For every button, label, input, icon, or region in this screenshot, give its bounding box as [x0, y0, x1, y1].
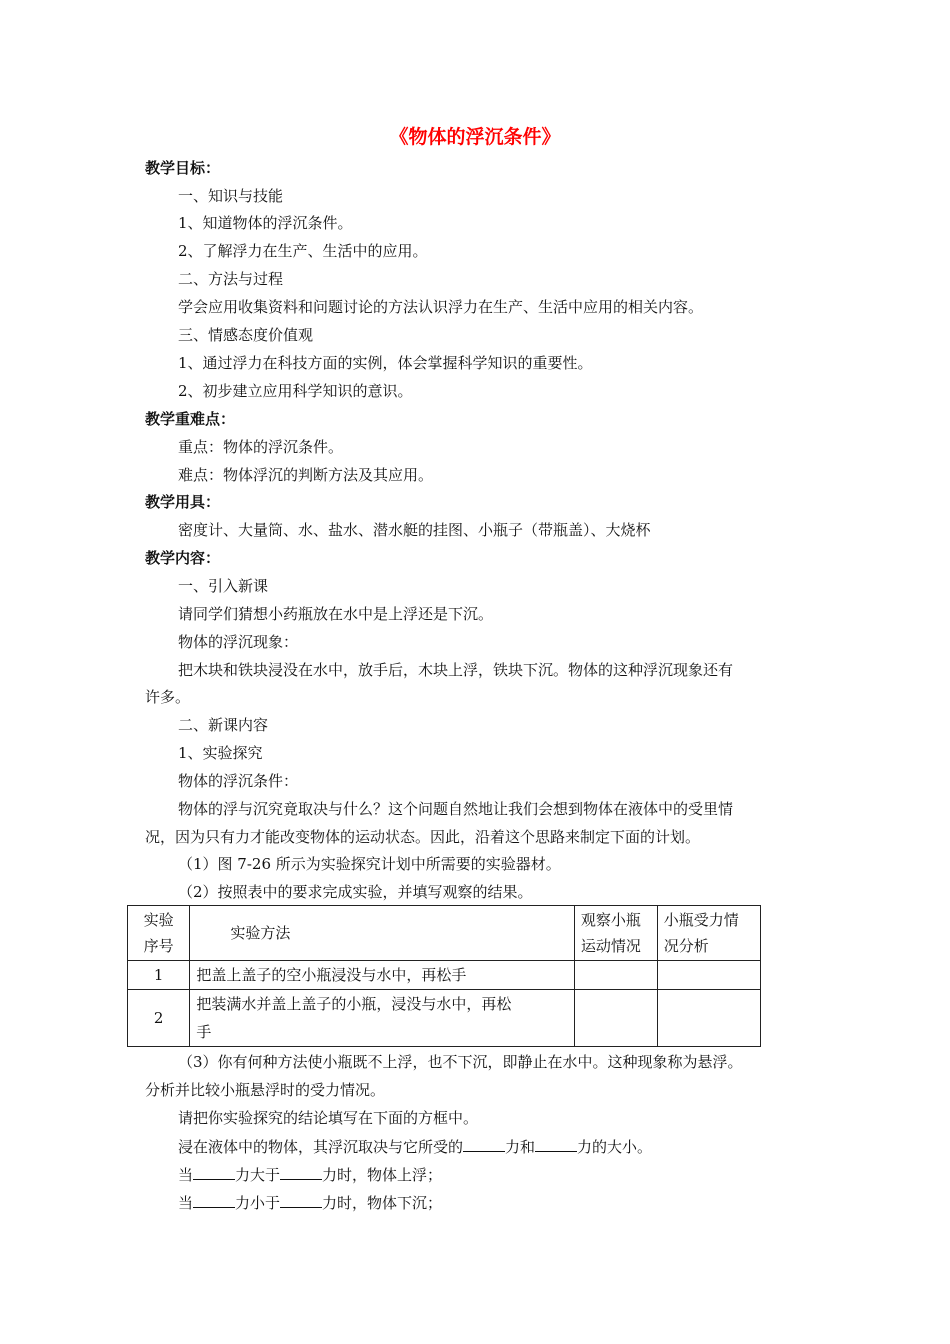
text-line: 一、知识与技能 — [178, 187, 284, 205]
row-force-cell[interactable] — [657, 990, 760, 1047]
text-line: （1）图 7-26 所示为实验探究计划中所需要的实验器材。 — [178, 855, 561, 873]
heading-key-points: 教学重难点： — [145, 410, 236, 428]
text-line: 请同学们猜想小药瓶放在水中是上浮还是下沉。 — [178, 605, 494, 623]
blank-field[interactable] — [535, 1136, 577, 1152]
text-line: 二、新课内容 — [178, 716, 269, 734]
text-line: 二、方法与过程 — [178, 270, 284, 288]
blank-field[interactable] — [280, 1164, 322, 1180]
text-line: 物体的浮沉条件： — [178, 772, 299, 790]
blank-field[interactable] — [463, 1136, 505, 1152]
row-motion-cell[interactable] — [574, 990, 657, 1047]
text-line: 分析并比较小瓶悬浮时的受力情况。 — [145, 1081, 386, 1099]
header-cell-motion: 观察小瓶 运动情况 — [574, 906, 657, 961]
text-line: 1、知道物体的浮沉条件。 — [178, 214, 353, 232]
text-line: 许多。 — [145, 688, 191, 706]
fill-line-2: 当 力大于 力时，物体上浮； — [178, 1166, 443, 1184]
table-row — [128, 961, 761, 990]
header-cell-force: 小瓶受力情 况分析 — [657, 906, 760, 961]
text-line: 物体的浮与沉究竟取决与什么？这个问题自然地让我们会想到物体在液体中的受里情 — [178, 800, 734, 818]
text-line: 2、初步建立应用科学知识的意识。 — [178, 382, 413, 400]
row-motion-cell[interactable] — [574, 961, 657, 990]
text-line: 请把你实验探究的结论填写在下面的方框中。 — [178, 1109, 479, 1127]
text-line: 1、实验探究 — [178, 744, 263, 762]
row-method: 把盖上盖子的空小瓶浸没与水中，再松手 — [190, 961, 574, 990]
text-line: 难点：物体浮沉的判断方法及其应用。 — [178, 466, 434, 484]
blank-field[interactable] — [193, 1192, 235, 1208]
text-line: （3）你有何种方法使小瓶既不上浮，也不下沉，即静止在水中。这种现象称为悬浮。 — [178, 1053, 743, 1071]
heading-content: 教学内容： — [145, 549, 221, 567]
row-force-cell[interactable] — [657, 961, 760, 990]
text-line: 学会应用收集资料和问题讨论的方法认识浮力在生产、生活中应用的相关内容。 — [178, 298, 704, 316]
row-number: 1 — [128, 961, 190, 990]
row-number: 2 — [128, 990, 190, 1047]
text-line: 三、情感态度价值观 — [178, 326, 314, 344]
document-title: 《物体的浮沉条件》 — [389, 126, 561, 148]
table-header-row — [128, 906, 761, 961]
text-line: 2、了解浮力在生产、生活中的应用。 — [178, 242, 428, 260]
fill-line-3: 当 力小于 力时，物体下沉； — [178, 1194, 443, 1212]
blank-field[interactable] — [280, 1192, 322, 1208]
text-line: （2）按照表中的要求完成实验，并填写观察的结果。 — [178, 883, 533, 901]
text-line: 密度计、大量筒、水、盐水、潜水艇的挂图、小瓶子（带瓶盖）、大烧杯 — [178, 521, 651, 539]
text-line: 把木块和铁块浸没在水中，放手后，木块上浮，铁块下沉。物体的这种浮沉现象还有 — [178, 661, 734, 679]
text-line: 1、通过浮力在科技方面的实例，体会掌握科学知识的重要性。 — [178, 354, 593, 372]
text-line: 况，因为只有力才能改变物体的运动状态。因此，沿着这个思路来制定下面的计划。 — [145, 828, 701, 846]
text-line: 一、引入新课 — [178, 577, 269, 595]
experiment-table — [127, 905, 761, 1047]
text-line: 物体的浮沉现象： — [178, 633, 299, 651]
header-cell-number: 实验 序号 — [128, 906, 190, 961]
heading-tools: 教学用具： — [145, 493, 221, 511]
fill-line-1: 浸在液体中的物体，其浮沉取决与它所受的 力和 力的大小。 — [178, 1138, 653, 1156]
header-cell-method: 实验方法 — [190, 906, 574, 961]
text-line: 重点：物体的浮沉条件。 — [178, 438, 344, 456]
blank-field[interactable] — [193, 1164, 235, 1180]
table-row — [128, 990, 761, 1047]
row-method: 把装满水并盖上盖子的小瓶，浸没与水中，再松 手 — [190, 990, 574, 1047]
heading-objectives: 教学目标： — [145, 159, 221, 177]
